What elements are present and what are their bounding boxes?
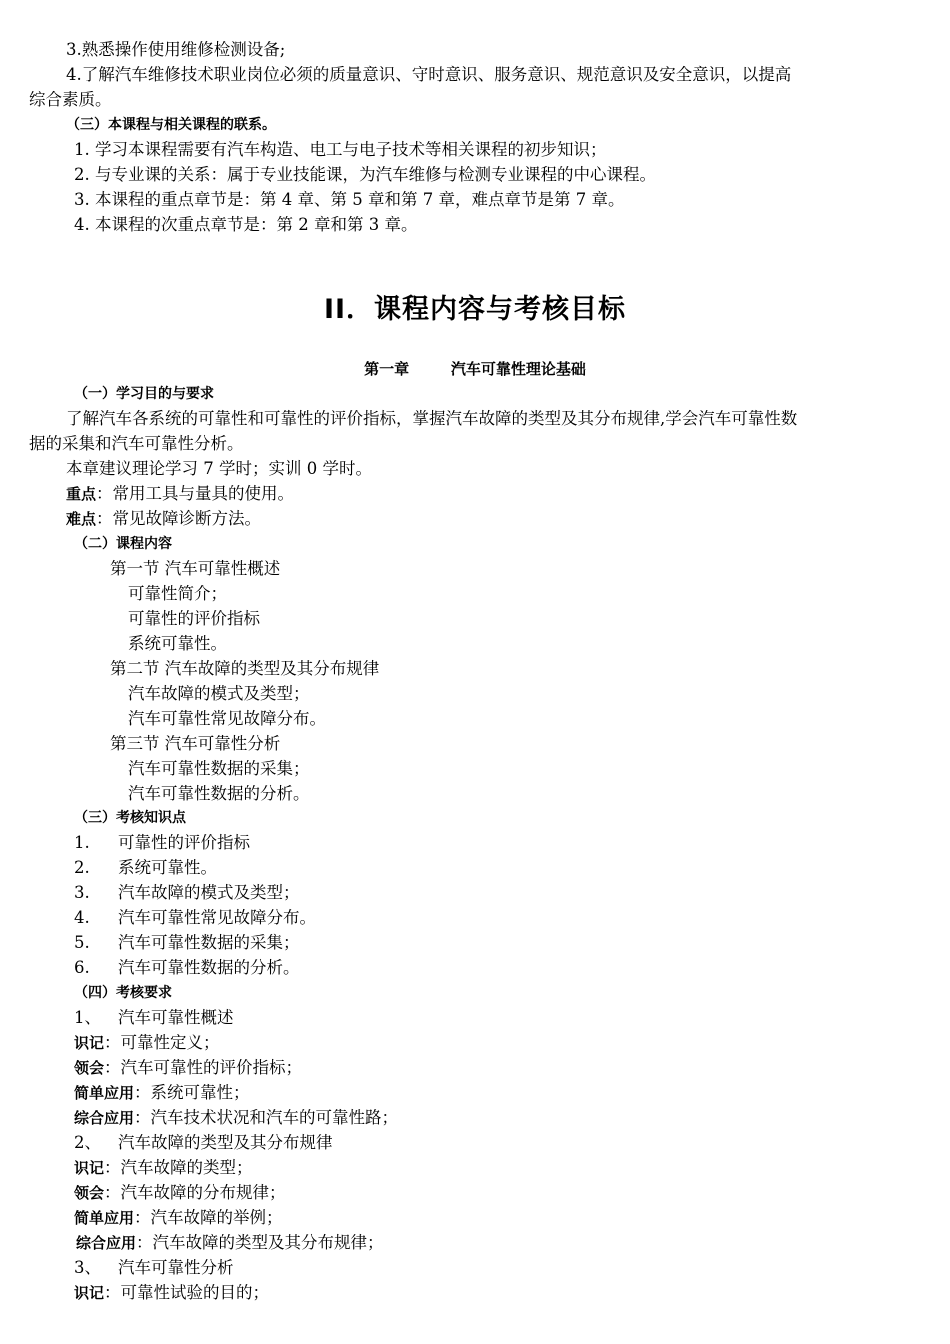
section-heading-related-courses: （三）本课程与相关课程的联系。 [66, 117, 276, 133]
section-heading-requirements: （四）考核要求 [74, 985, 172, 1001]
requirement-topic: 汽车故障的类型及其分布规律 [118, 1133, 333, 1152]
requirement-label: 识记 [74, 1284, 105, 1302]
content-item: 可靠性简介； [128, 584, 227, 603]
requirement-topic: 汽车可靠性概述 [118, 1008, 234, 1027]
content-item: 第一节 汽车可靠性概述 [110, 559, 281, 578]
knowledge-point-text: 系统可靠性。 [118, 858, 217, 877]
requirement-number: 2、 [74, 1133, 101, 1152]
knowledge-point-number: 4. [74, 908, 90, 927]
requirement-item [74, 1206, 283, 1231]
knowledge-point-text: 汽车可靠性数据的分析。 [118, 958, 300, 977]
content-item: 第二节 汽车故障的类型及其分布规律 [110, 659, 380, 678]
requirement-text: ：汽车可靠性的评价指标； [104, 1058, 303, 1077]
intro-item-3: 3.熟悉操作使用维修检测设备; [66, 40, 286, 59]
requirement-item [74, 1031, 220, 1056]
knowledge-point-text: 汽车故障的模式及类型； [118, 883, 300, 902]
knowledge-point-text: 汽车可靠性数据的采集； [118, 933, 300, 952]
difficult-point-text: ：常见故障诊断方法。 [96, 509, 262, 528]
requirement-item [74, 1181, 286, 1206]
knowledge-point-number: 3. [74, 883, 90, 902]
key-point [66, 482, 294, 507]
requirement-item [74, 1081, 250, 1106]
requirement-item [74, 1156, 253, 1181]
requirement-text: ：汽车故障的类型及其分布规律； [136, 1233, 384, 1252]
requirement-label: 识记 [74, 1034, 105, 1052]
requirement-text: ：汽车故障的类型； [104, 1158, 253, 1177]
requirement-text: ：汽车故障的举例； [134, 1208, 283, 1227]
intro-item-4-line1: 4.了解汽车维修技术职业岗位必须的质量意识、守时意识、服务意识、规范意识及安全意识，以提高 [66, 65, 792, 84]
key-point-label: 重点 [66, 485, 97, 503]
intro-item-4-line2: 综合素质。 [29, 90, 112, 109]
main-title: II．课程内容与考核目标 [323, 294, 627, 325]
knowledge-point-text: 可靠性的评价指标 [118, 833, 250, 852]
key-point-text: ：常用工具与量具的使用。 [96, 484, 295, 503]
content-item: 汽车可靠性数据的采集； [128, 759, 310, 778]
requirement-label: 领会 [74, 1184, 105, 1202]
relation-item-3: 3. 本课程的重点章节是：第 4 章、第 5 章和第 7 章，难点章节是第 7 章。 [74, 190, 625, 209]
knowledge-point-number: 6. [74, 958, 90, 977]
content-item: 汽车可靠性常见故障分布。 [128, 709, 326, 728]
requirement-text: ：系统可靠性； [134, 1083, 250, 1102]
relation-item-1: 1. 学习本课程需要有汽车构造、电工与电子技术等相关课程的初步知识； [74, 140, 607, 159]
requirement-item [74, 1106, 398, 1131]
content-item: 可靠性的评价指标 [128, 609, 260, 628]
requirement-label: 简单应用 [74, 1209, 135, 1227]
requirement-text: ：可靠性试验的目的； [104, 1283, 270, 1302]
requirement-label: 领会 [74, 1059, 105, 1077]
study-hours: 本章建议理论学习 7 学时；实训 0 学时。 [66, 459, 372, 478]
requirement-label: 综合应用 [74, 1109, 135, 1127]
relation-item-2: 2. 与专业课的关系：属于专业技能课，为汽车维修与检测专业课程的中心课程。 [74, 165, 656, 184]
knowledge-point-number: 2. [74, 858, 90, 877]
goal-text-line1: 了解汽车各系统的可靠性和可靠性的评价指标，掌握汽车故障的类型及其分布规律,学会汽车可靠性数 [66, 409, 798, 428]
content-item: 汽车可靠性数据的分析。 [128, 784, 310, 803]
requirement-item [76, 1231, 384, 1256]
difficult-point-label: 难点 [66, 510, 97, 528]
relation-item-4: 4. 本课程的次重点章节是：第 2 章和第 3 章。 [74, 215, 418, 234]
section-heading-goals: （一）学习目的与要求 [74, 386, 214, 402]
difficult-point [66, 507, 261, 532]
requirement-text: ：汽车技术状况和汽车的可靠性路； [134, 1108, 399, 1127]
content-item: 汽车故障的模式及类型； [128, 684, 310, 703]
requirement-label: 简单应用 [74, 1084, 135, 1102]
requirement-number: 3、 [74, 1258, 101, 1277]
knowledge-point-number: 1. [74, 833, 90, 852]
goal-text-line2: 据的采集和汽车可靠性分析。 [29, 434, 244, 453]
requirement-label: 综合应用 [76, 1234, 137, 1252]
requirement-item [74, 1056, 302, 1081]
requirement-text: ：汽车故障的分布规律； [104, 1183, 286, 1202]
knowledge-point-text: 汽车可靠性常见故障分布。 [118, 908, 316, 927]
knowledge-point-number: 5. [74, 933, 90, 952]
content-item: 第三节 汽车可靠性分析 [110, 734, 281, 753]
content-item: 系统可靠性。 [128, 634, 227, 653]
requirement-item [74, 1281, 269, 1306]
requirement-text: ：可靠性定义； [104, 1033, 220, 1052]
requirement-topic: 汽车可靠性分析 [118, 1258, 234, 1277]
section-heading-knowledge-points: （三）考核知识点 [74, 810, 186, 826]
chapter-title: 第一章 汽车可靠性理论基础 [364, 360, 586, 378]
requirement-label: 识记 [74, 1159, 105, 1177]
section-heading-content: （二）课程内容 [74, 536, 172, 552]
requirement-number: 1、 [74, 1008, 101, 1027]
